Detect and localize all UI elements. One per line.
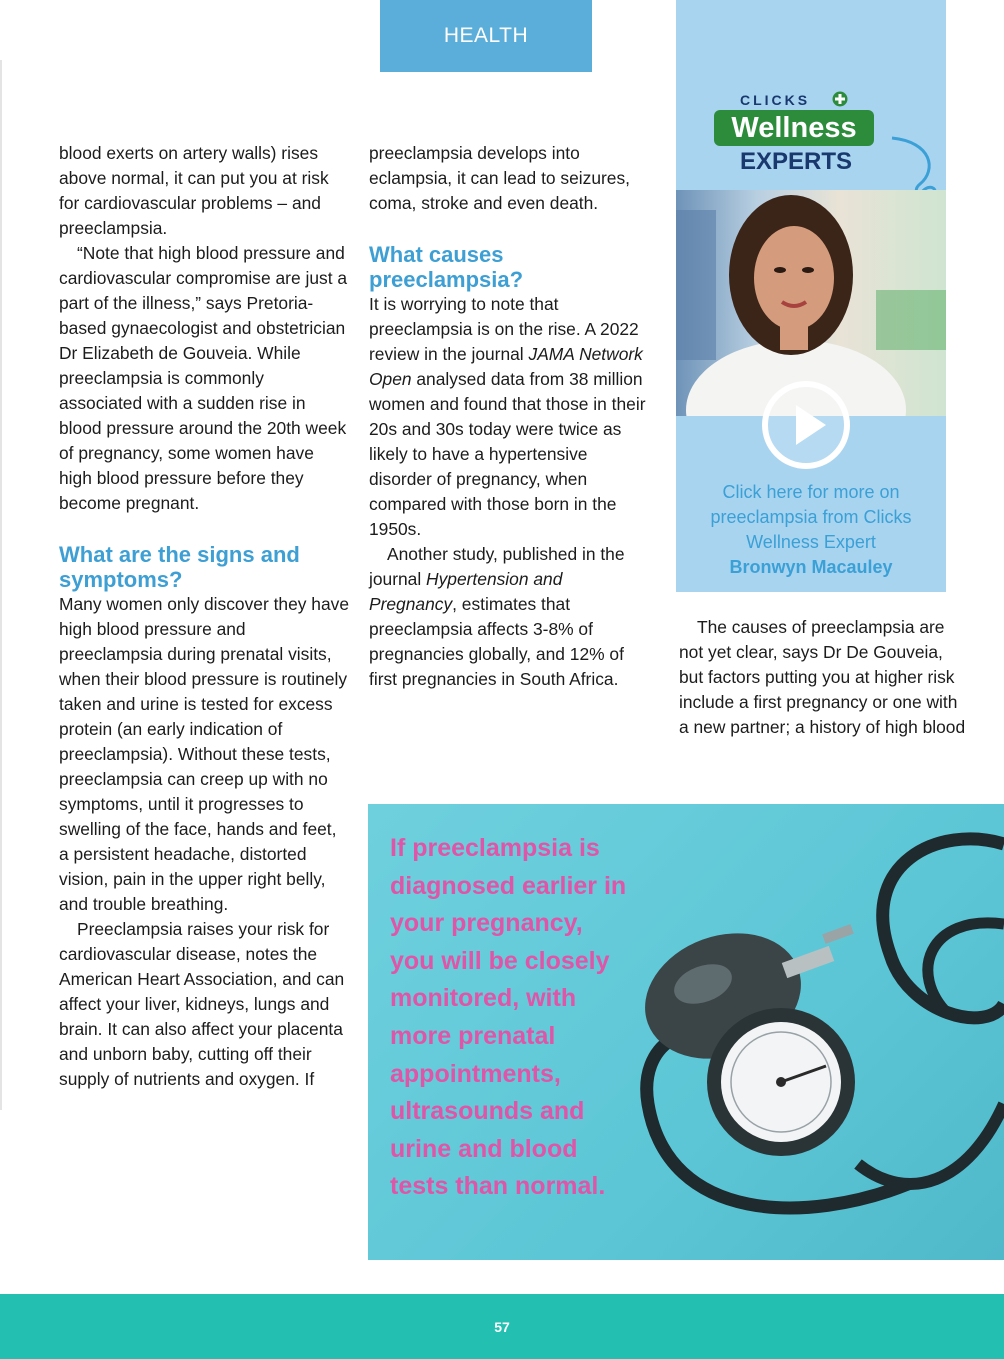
heading-what-causes: What causes preeclampsia? [369,242,524,292]
paragraph: blood exerts on artery walls) rises above normal, it can put you at risk for cardiovascular problems – and preeclampsia. [59,143,329,238]
page-number: 57 [494,1318,510,1335]
article-column-3 [679,615,969,740]
paragraph: It is worrying to note that preeclampsia is on the rise. A 2022 review in the journal JAMA Network Open analysed data from 38 million women and found that those in their 20s and 30s today were twice as likely to have a hypertensive disorder of pregnancy, when compared with those born in the 1950s. [369,294,646,539]
experts-label: EXPERTS [740,148,853,175]
play-video-button[interactable] [762,381,850,469]
pull-quote-box [368,804,1004,1260]
expert-name: Bronwyn Macauley [729,557,893,577]
clicks-wellness-logo [710,90,910,190]
section-tab-label: HEALTH [443,24,529,47]
journal-name: JAMA Network Open [369,344,643,389]
article-column-2 [369,141,649,692]
page-edge-rule [0,60,2,1110]
paragraph: Many women only discover they have high blood pressure and preeclampsia during prenatal visits, when their blood pressure is routinely taken and urine is tested for excess protein (an early indication of preeclampsia). Without these tests, preeclampsia can creep up with no symptoms, until it progresses to swelling of the face, hands and feet, a persistent headache, distorted vision, pain in the upper right belly, and trouble breathing. [59,594,349,914]
wellness-expert-promo[interactable] [676,0,946,592]
wellness-badge: Wellness [714,110,874,146]
blood-pressure-monitor-image [608,804,1004,1260]
paragraph: Another study, published in the journal Hypertension and Pregnancy, estimates that preeclampsia affects 3-8% of pregnancies globally, and 12% of first pregnancies in South Africa. [369,544,625,689]
pull-quote-text: If preeclampsia is diagnosed earlier in your pregnancy, you will be closely monitored, with more prenatal appointments, ultrasounds and urine and blood tests than normal. [390,834,627,1201]
paragraph: preeclampsia develops into eclampsia, it can lead to seizures, coma, stroke and even death. [369,143,630,213]
promo-caption[interactable] [690,480,932,580]
promo-caption-text: Click here for more on preeclampsia from Clicks Wellness Expert [710,482,912,552]
article-column-1 [59,141,349,1092]
footer-bar [0,1294,1004,1359]
paragraph: Preeclampsia raises your risk for cardiovascular disease, notes the American Heart Association, and can affect your liver, kidneys, lungs and brain. It can also affect your placenta and unborn baby, cutting off their supply of nutrients and oxygen. If [59,919,345,1089]
clicks-brand: CLICKS [740,92,811,108]
section-tab [380,0,592,72]
plus-icon [832,91,848,107]
paragraph: “Note that high blood pressure and cardiovascular compromise are just a part of the illness,” says Pretoria-based gynaecologist and obstetrician Dr Elizabeth de Gouveia. While preeclampsia is commonly associated with a sudden rise in blood pressure around the 20th week of pregnancy, some women have high blood pressure before they become pregnant. [59,243,348,513]
journal-name: Hypertension and Pregnancy [369,569,563,614]
play-icon [768,387,844,463]
heading-signs-symptoms: What are the signs and symptoms? [59,542,300,592]
paragraph: The causes of preeclampsia are not yet clear, says Dr De Gouveia, but factors putting you at higher risk include a first pregnancy or one with a new partner; a history of high blood [679,617,966,737]
